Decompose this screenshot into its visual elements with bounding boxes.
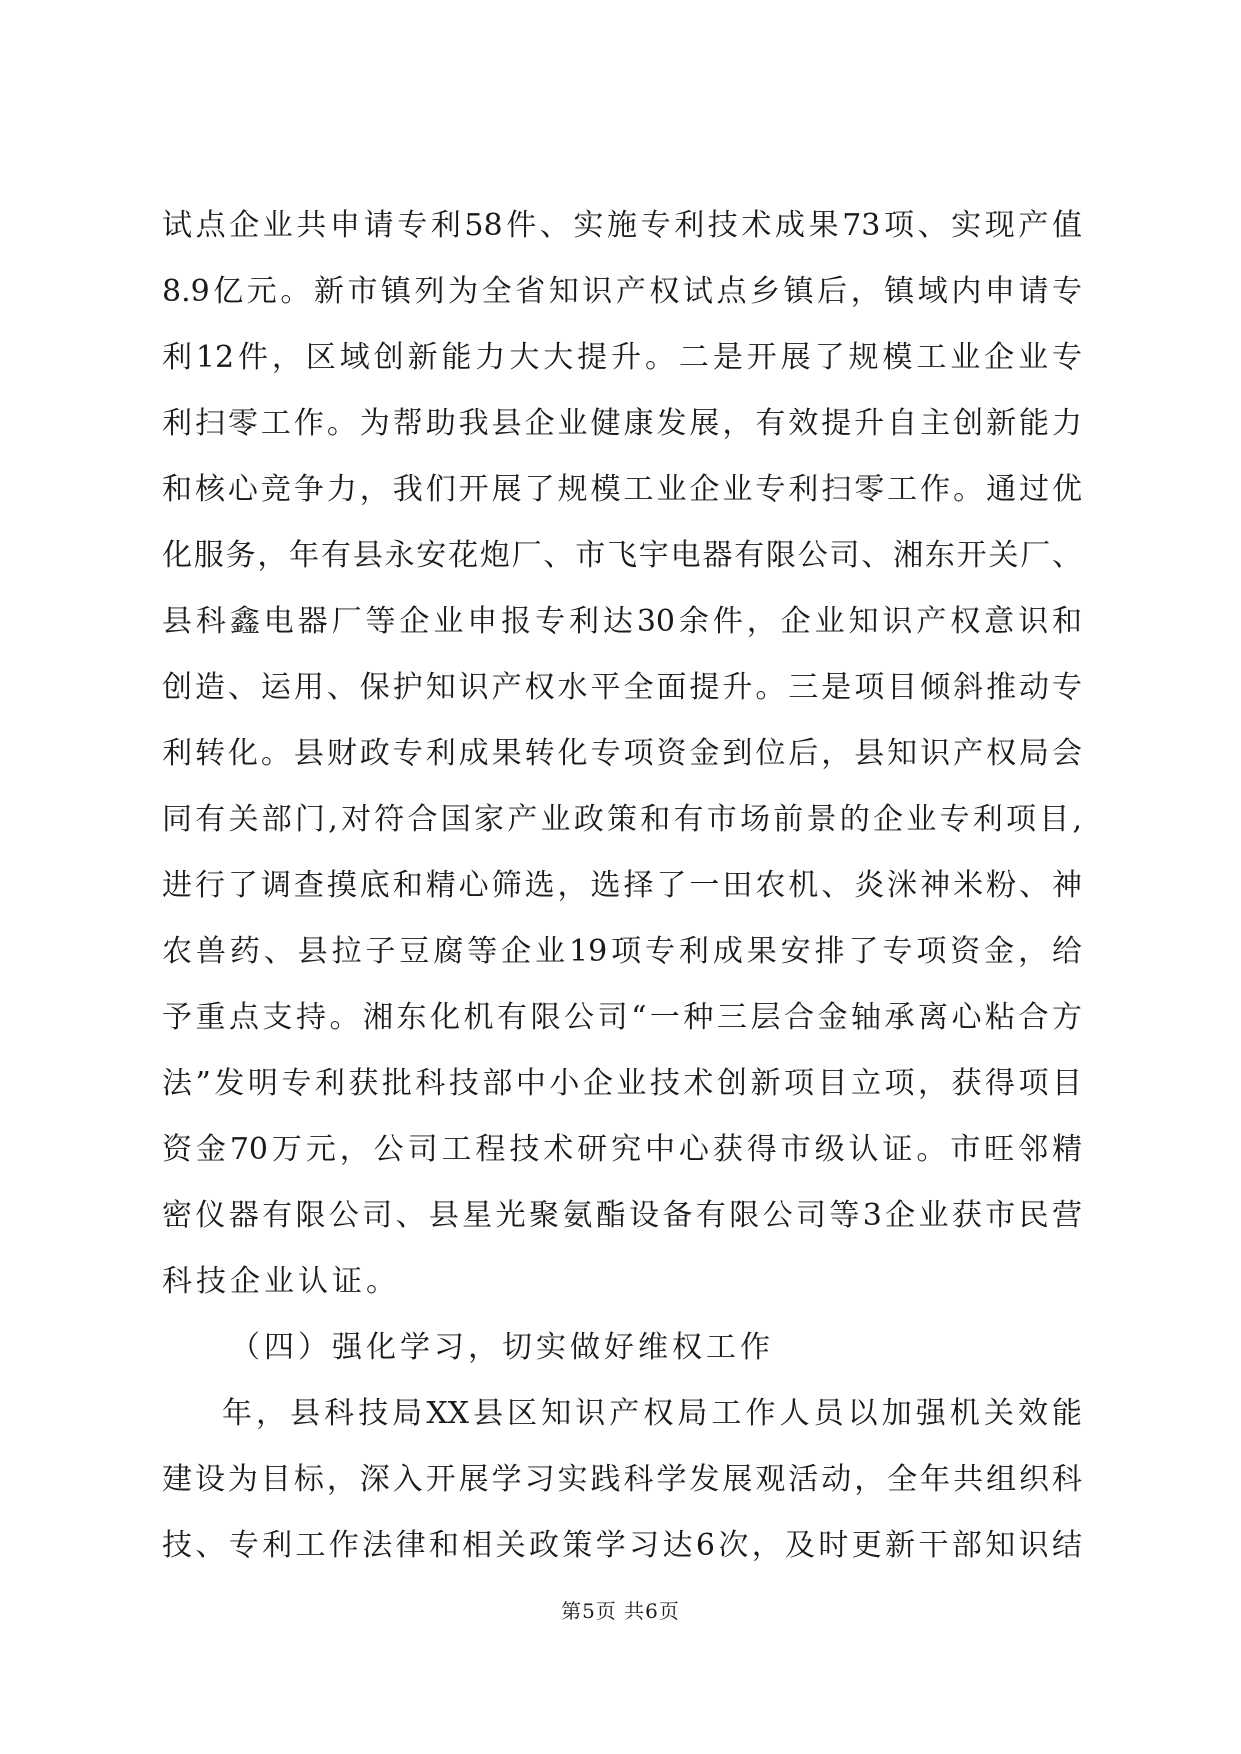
body-line-18: 年，县科技局XX县区知识产权局工作人员以加强机关效能 bbox=[222, 1396, 1082, 1431]
body-line-12: 农兽药、县拉子豆腐等企业19项专利成果安排了专项资金，给 bbox=[162, 934, 1082, 969]
body-line-17: 科技企业认证。 bbox=[162, 1264, 400, 1299]
body-line-13: 予重点支持。湘东化机有限公司“一种三层合金轴承离心粘合方 bbox=[162, 1000, 1082, 1035]
body-line-9: 利转化。县财政专利成果转化专项资金到位后，县知识产权局会 bbox=[162, 736, 1082, 771]
body-line-1: 试点企业共申请专利58件、实施专利技术成果73项、实现产值 bbox=[162, 208, 1082, 243]
page-footer: 第5页 共6页 bbox=[561, 1599, 680, 1623]
body-line-11: 进行了调查摸底和精心筛选，选择了一田农机、炎洣神米粉、神 bbox=[162, 868, 1082, 903]
body-line-5: 和核心竞争力，我们开展了规模工业企业专利扫零工作。通过优 bbox=[162, 472, 1082, 507]
body-line-4: 利扫零工作。为帮助我县企业健康发展，有效提升自主创新能力 bbox=[162, 406, 1082, 441]
body-line-6: 化服务，年有县永安花炮厂、市飞宇电器有限公司、湘东开关厂、 bbox=[162, 538, 1082, 573]
body-line-20: 技、专利工作法律和相关政策学习达6次，及时更新干部知识结 bbox=[162, 1528, 1082, 1563]
body-line-2: 8.9亿元。新市镇列为全省知识产权试点乡镇后，镇域内申请专 bbox=[162, 274, 1082, 309]
body-line-19: 建设为目标，深入开展学习实践科学发展观活动，全年共组织科 bbox=[162, 1462, 1082, 1497]
body-line-3: 利12件，区域创新能力大大提升。二是开展了规模工业企业专 bbox=[162, 340, 1082, 375]
body-line-14: 法”发明专利获批科技部中小企业技术创新项目立项，获得项目 bbox=[162, 1066, 1082, 1101]
body-line-15: 资金70万元，公司工程技术研究中心获得市级认证。市旺邻精 bbox=[162, 1132, 1082, 1167]
body-line-8: 创造、运用、保护知识产权水平全面提升。三是项目倾斜推动专 bbox=[162, 670, 1082, 705]
body-line-10: 同有关部门,对符合国家产业政策和有市场前景的企业专利项目, bbox=[162, 802, 1082, 837]
section-heading: （四）强化学习，切实做好维权工作 bbox=[230, 1330, 774, 1365]
body-line-7: 县科鑫电器厂等企业申报专利达30余件，企业知识产权意识和 bbox=[162, 604, 1082, 639]
body-line-16: 密仪器有限公司、县星光聚氨酯设备有限公司等3企业获市民营 bbox=[162, 1198, 1082, 1233]
